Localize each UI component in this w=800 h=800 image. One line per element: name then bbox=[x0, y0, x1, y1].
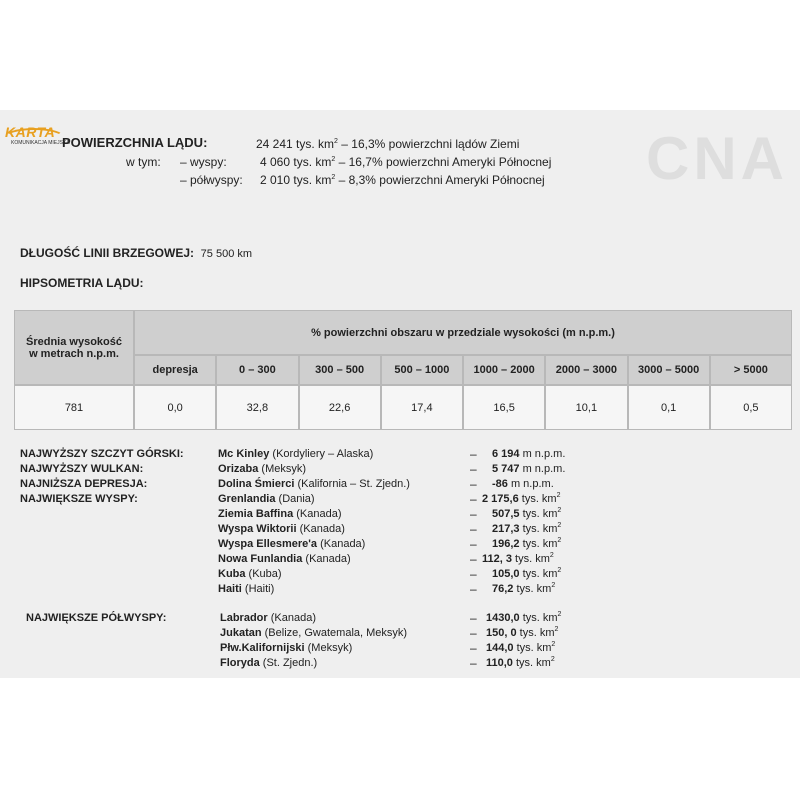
fact-category-label: NAJWIĘKSZE PÓŁWYSPY: bbox=[26, 612, 167, 624]
fact-value: 2 175,6 tys. $km^2$ bbox=[482, 492, 561, 505]
fact-value: 112, 3 tys. $km^2$ bbox=[482, 552, 554, 565]
fact-value: 144,0 tys. $km^2$ bbox=[486, 641, 556, 654]
fact-dash: – bbox=[470, 626, 477, 640]
fact-name: Mc Kinley (Kordyliery – Alaska) bbox=[218, 448, 374, 460]
fact-name: Labrador (Kanada) bbox=[220, 612, 316, 624]
logo-word: KARTA bbox=[5, 124, 56, 140]
fact-name: Grenlandia (Dania) bbox=[218, 493, 315, 505]
fact-dash: – bbox=[470, 656, 477, 670]
peninsulas-value: 2 010 tys. $km^2 - 8,3\%$ powierzchni Ameryki Północnej bbox=[260, 173, 545, 187]
table-cell-value: 32,8 bbox=[216, 385, 298, 430]
fact-value: 6 194 m n.p.m. bbox=[492, 448, 566, 460]
table-header-range: 3000 – 5000 bbox=[628, 355, 710, 385]
table-cell-value: 0,5 bbox=[710, 385, 792, 430]
surface-label: POWIERZCHNIA LĄDU: bbox=[62, 135, 208, 150]
fact-value: 105,0 tys. $km^2$ bbox=[492, 567, 562, 580]
fact-name: Jukatan (Belize, Gwatemala, Meksyk) bbox=[220, 627, 408, 639]
fact-dash: – bbox=[470, 567, 477, 581]
fact-value: -86 m n.p.m. bbox=[492, 478, 554, 490]
fact-dash: – bbox=[470, 522, 477, 536]
surface-w-tym: w tym: bbox=[126, 155, 161, 169]
fact-dash: – bbox=[470, 447, 477, 461]
table-cell-value: 0,1 bbox=[628, 385, 710, 430]
fact-name: Floryda (St. Zjedn.) bbox=[220, 657, 318, 669]
fact-category-label: NAJWYŻSZY WULKAN: bbox=[20, 463, 144, 475]
fact-category-label: NAJWIĘKSZE WYSPY: bbox=[20, 493, 138, 505]
fact-name: Kuba (Kuba) bbox=[218, 568, 282, 580]
fact-name: Płw.Kalifornijski (Meksyk) bbox=[220, 642, 353, 654]
table-header-range: depresja bbox=[134, 355, 216, 385]
fact-dash: – bbox=[470, 641, 477, 655]
fact-name: Wyspa Wiktorii (Kanada) bbox=[218, 523, 345, 535]
hypsometry-table bbox=[14, 310, 794, 430]
table-header-range: 300 – 500 bbox=[299, 355, 381, 385]
table-header-group: % powierzchni obszaru w przedziale wysokości (m n.p.m.) bbox=[134, 310, 792, 355]
islands-value: 4 060 tys. $km^2 - 16,7\%$ powierzchni Ameryki Północnej bbox=[260, 155, 552, 169]
fact-category-label: NAJWYŻSZY SZCZYT GÓRSKI: bbox=[20, 448, 184, 460]
table-header-range: 1000 – 2000 bbox=[463, 355, 545, 385]
peninsulas-label: – półwyspy: bbox=[180, 173, 243, 187]
table-header-range: 2000 – 3000 bbox=[545, 355, 627, 385]
coastline: DŁUGOŚĆ LINII BRZEGOWEJ: 75 500 km bbox=[20, 246, 253, 260]
islands-label: – wyspy: bbox=[180, 155, 227, 169]
table-header-range: 500 – 1000 bbox=[381, 355, 463, 385]
fact-value: 507,5 tys. $km^2$ bbox=[492, 507, 562, 520]
hipsometry-label: HIPSOMETRIA LĄDU: bbox=[20, 276, 144, 290]
table-cell-value: 0,0 bbox=[134, 385, 216, 430]
fact-dash: – bbox=[470, 611, 477, 625]
table-cell-value: 16,5 bbox=[463, 385, 545, 430]
fact-dash: – bbox=[470, 507, 477, 521]
table-header-mean-height: Średnia wysokość w metrach n.p.m. bbox=[14, 310, 134, 385]
table-cell-value: 22,6 bbox=[299, 385, 381, 430]
logo-subtitle: KOMUNIKACJA MIEJSKA bbox=[11, 140, 70, 146]
fact-name: Nowa Funlandia (Kanada) bbox=[218, 553, 351, 565]
fact-name: Haiti (Haiti) bbox=[218, 583, 275, 595]
table-cell-value: 17,4 bbox=[381, 385, 463, 430]
fact-dash: – bbox=[470, 462, 477, 476]
fact-value: 196,2 tys. $km^2$ bbox=[492, 537, 562, 550]
fact-name: Ziemia Baffina (Kanada) bbox=[218, 508, 342, 520]
fact-name: Dolina Śmierci (Kalifornia – St. Zjedn.) bbox=[218, 478, 410, 490]
fact-value: 150, 0 tys. $km^2$ bbox=[486, 626, 559, 639]
table-header-range: > 5000 bbox=[710, 355, 792, 385]
table-cell-value: 10,1 bbox=[545, 385, 627, 430]
fact-value: 217,3 tys. $km^2$ bbox=[492, 522, 562, 535]
fact-dash: – bbox=[470, 552, 477, 566]
fact-category-label: NAJNIŻSZA DEPRESJA: bbox=[20, 478, 148, 490]
fact-dash: – bbox=[470, 492, 477, 506]
fact-value: 110,0 tys. $km^2$ bbox=[486, 656, 555, 669]
table-cell-mean: 781 bbox=[14, 385, 134, 430]
table-header-range: 0 – 300 bbox=[216, 355, 298, 385]
fact-dash: – bbox=[470, 537, 477, 551]
fact-value: 5 747 m n.p.m. bbox=[492, 463, 566, 475]
fact-dash: – bbox=[470, 582, 477, 596]
background-ghost-text: CNA bbox=[646, 125, 788, 192]
fact-dash: – bbox=[470, 477, 477, 491]
fact-value: 1430,0 tys. $km^2$ bbox=[486, 611, 562, 624]
karta-logo bbox=[3, 124, 70, 150]
surface-main: 24 241 tys. $km^2 - 16,3\%$ powierzchni lądów Ziemi bbox=[256, 137, 520, 151]
fact-value: 76,2 tys. $km^2$ bbox=[492, 582, 556, 595]
fact-name: Orizaba (Meksyk) bbox=[218, 463, 307, 475]
fact-name: Wyspa Ellesmere'a (Kanada) bbox=[218, 538, 366, 550]
